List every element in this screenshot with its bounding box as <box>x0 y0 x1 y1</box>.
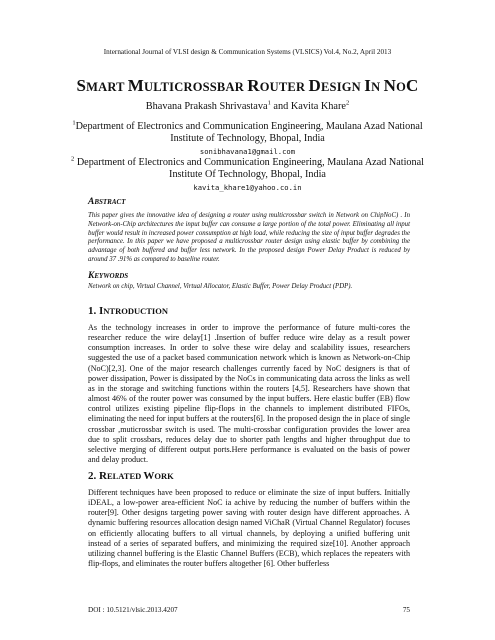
section-heading-related-work: 2. RELATED WORK <box>88 470 174 482</box>
related-work-text: Different techniques have been proposed to reduce or eliminate the size of input buffers. Initially iDEAL, a low-power area-efficient NoC ia achive by reducing the number of buffers within the router[9]. Other designs targeting power saving with router design have different approaches. A dynamic buffering resources allocation design named ViChaR (Virtual Channel Regulator) focuses on efficiently allocating buffers to all virtual channels, by deploying a unified buffering unit instead of a series of separated buffers, and minimizing the required size[10]. Another approach utilizing channel buffering is the Elastic Channel Buffers (ECB), which replaces the repeaters with flip-flops, and eliminates the router buffers altogether [6]. Other bufferless <box>88 488 410 569</box>
abstract-heading: ABSTRACT <box>88 197 126 207</box>
keywords-heading: KEYWORDS <box>88 271 129 281</box>
footer-doi: DOI : 10.5121/vlsic.2013.4207 <box>88 606 178 614</box>
author-email-1[interactable]: sonibhavana1@gmail.com <box>199 147 296 156</box>
affiliation-1: $^1$Department of Electronics and Communication Engineering, Maulana Azad National Institute of Technology, Bhopal, India <box>72 119 423 145</box>
author-name: Kavita Khare <box>290 101 347 112</box>
introduction-text: As the technology increases in order to improve the performance of future multi-cores the researcher reduce the wire delay[1] .Insertion of buffer reduce wire delay as a result power consumption increases. In order to solve these wire delay and scalability issues, researchers suggested the use of a packet based communication network which is known as Network-on-Chip (NoC)[2,3]. One of the major research challenges currently faced by NoC designers is that of power dissipation, Power is dissipated by the NoCs in communicating data across the links as well as in the storage and switching functions within the routers [4,5]. Researchers have shown that almost 46% of the router power was consumed by the input buffers. Here elastic buffer (EB) flow control utilizes existing pipeline flip-flops in the channels to implement distributed FIFOs, eliminating the need for input buffers at the routers[6]. In the proposed design the in place of single crossbar ,muticrossbar switch is used. The multi-crossbar configuration provides the lower area due to split crossbars, reduces delay due to shorter path lengths and higher throughput due to selective merging of different output ports.Here performance is evaluated on the basis of power and delay product. <box>88 323 410 465</box>
abstract-text: This paper gives the innovative idea of designing a router using multicrossbar switch in Network on ChipNoC) . In Network-on-Chip architectures the input buffer can consume a large portion of the total power. Eliminating all input buffer would result in increased power consumption at high load, while reducing the size of input buffer degrades the performance. In this paper we have proposed a multicrossbar router design using elastic buffer by combining the advantage of both buffered and buffer less network. In the proposed design Power Delay Product is reduced by around 37 .91% as compared to baseline router. <box>88 212 410 263</box>
page-number: 75 <box>402 606 410 614</box>
keywords-text: Network on chip, Virtual Channel, Virtual Allocator, Elastic Buffer, Power Delay Product (PDP). <box>88 283 353 290</box>
author-name: Bhavana Prakash Shrivastava <box>145 101 268 112</box>
author-email-2[interactable]: kavita_khare1@yahoo.co.in <box>193 183 302 192</box>
paper-title: SMART MULTICROSSBAR ROUTER DESIGN IN NOC <box>76 76 419 95</box>
section-heading-introduction: 1. INTRODUCTION <box>88 305 168 317</box>
journal-header: International Journal of VLSI design & Communication Systems (VLSICS) Vol.4, No.2, April 2013 <box>103 48 392 56</box>
affiliation-2: $^2$ Department of Electronics and Communication Engineering, Maulana Azad National Institute Of Technology, Bhopal, India <box>71 155 424 181</box>
author-list: Bhavana Prakash Shrivastava$^1$ and Kavita Khare$^2$ <box>145 99 350 112</box>
